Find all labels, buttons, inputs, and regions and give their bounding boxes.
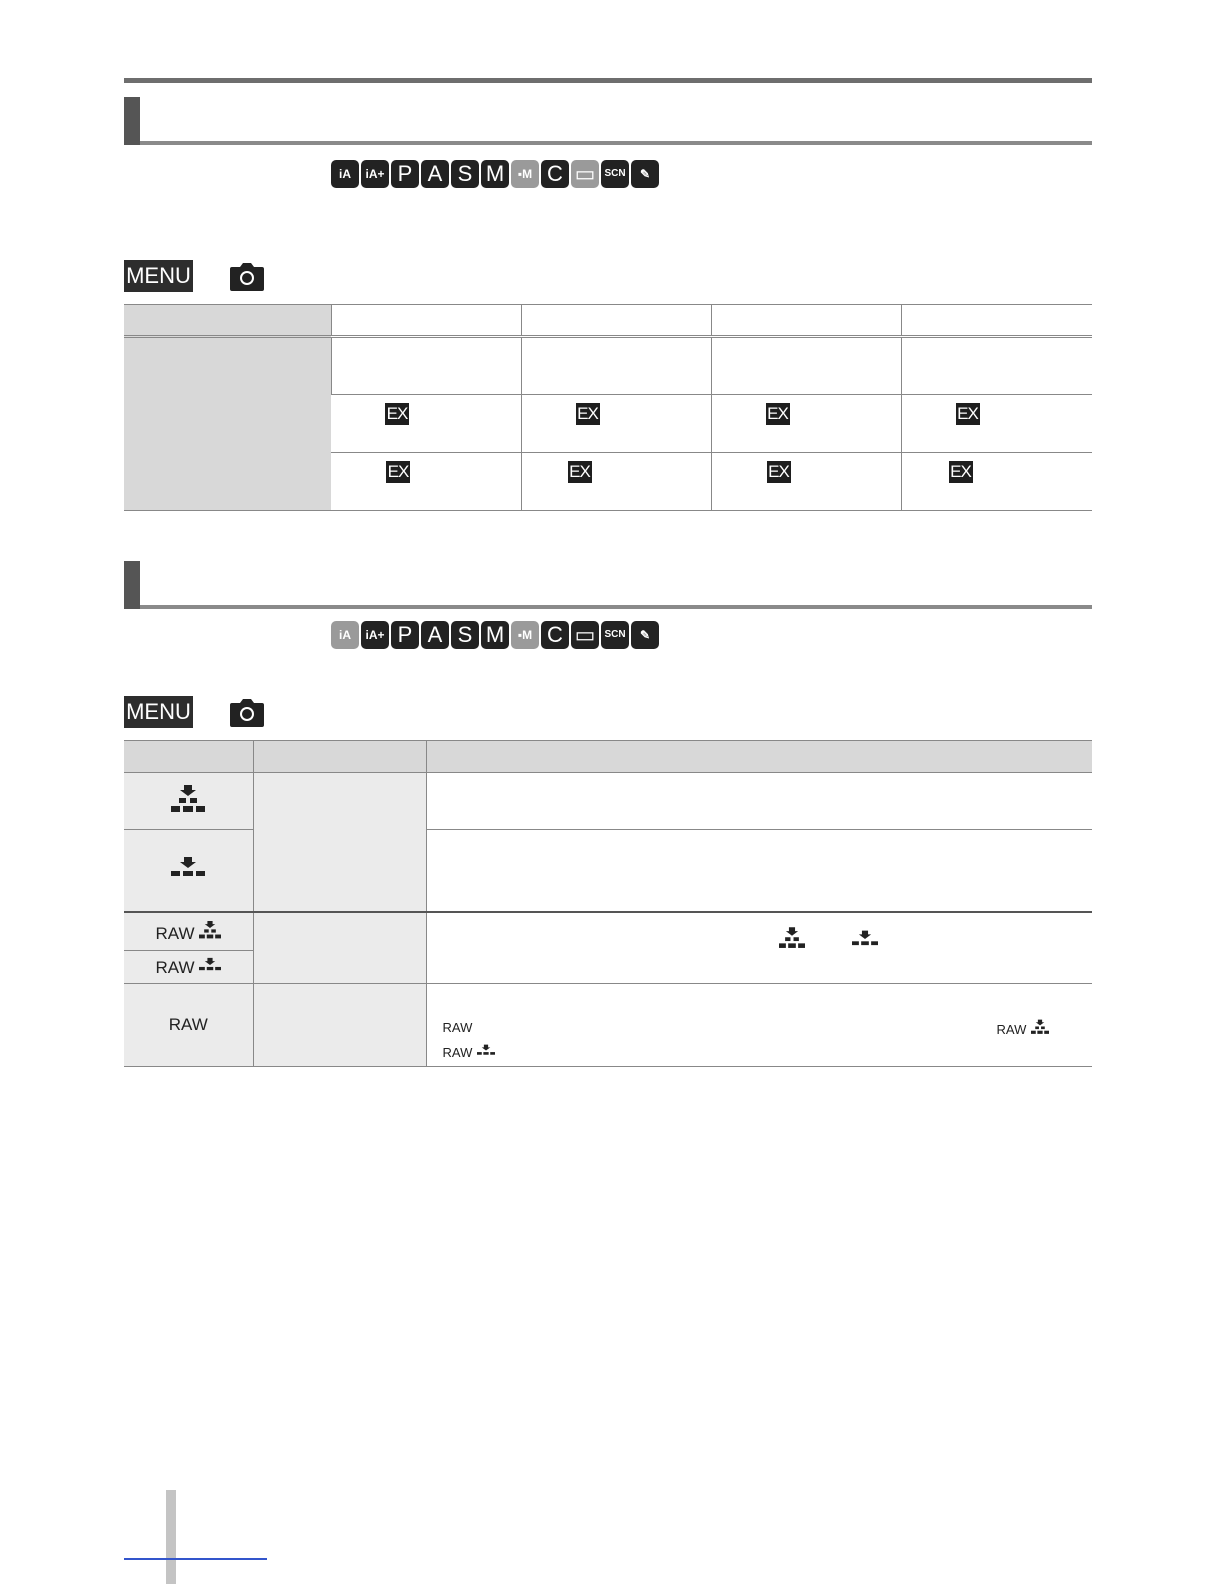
section-header-1: [124, 97, 1092, 145]
header-cell: [253, 741, 426, 773]
header-cell: [124, 305, 331, 337]
raw-standard-cell: [124, 951, 253, 984]
table-cell: [253, 912, 426, 984]
c-mode-icon: C: [541, 621, 569, 649]
m-mode-icon: M: [481, 621, 509, 649]
table-cell: [901, 453, 1092, 511]
fine-quality-icon: [199, 918, 221, 942]
page-link-underline[interactable]: [124, 1558, 267, 1560]
fine-quality-icon: [779, 927, 805, 949]
table-cell: [331, 453, 521, 511]
table-cell: [711, 395, 901, 453]
menu-icon: MENU: [124, 260, 193, 292]
raw-label: RAW: [155, 924, 195, 944]
a-mode-icon: A: [421, 621, 449, 649]
section-underline: [140, 605, 1092, 609]
quality-table: [124, 740, 1092, 1067]
creative-video-mode-icon: ▪M: [511, 621, 539, 649]
ex-icon: EX: [386, 404, 408, 423]
table-cell: [426, 830, 1092, 912]
a-mode-icon: A: [421, 160, 449, 188]
s-mode-icon: S: [451, 160, 479, 188]
table-cell: [901, 395, 1092, 453]
raw-label: RAW: [155, 958, 195, 977]
raw-inline-label: RAW: [442, 1020, 473, 1035]
raw-only-description-cell: [426, 984, 1092, 1067]
creative-video-mode-icon: ▪M: [511, 160, 539, 188]
table-cell: [253, 773, 426, 912]
table-header-row: [124, 741, 1092, 773]
standard-quality-icon: [171, 857, 205, 879]
page-side-bar: [166, 1490, 176, 1584]
row-label-cell: [124, 337, 331, 511]
standard-cell: [124, 830, 253, 912]
table-cell: [331, 337, 521, 395]
menu-icon: MENU: [124, 696, 193, 728]
table-row: [124, 984, 1092, 1067]
p-mode-icon: P: [391, 621, 419, 649]
section-header-2: [124, 561, 1092, 609]
fine-quality-icon: [171, 785, 205, 813]
scn-mode-icon: SCN: [601, 621, 629, 649]
header-cell: [426, 741, 1092, 773]
ex-icon: EX: [577, 404, 598, 423]
camera-icon: [229, 697, 265, 729]
ex-icon: EX: [768, 462, 789, 481]
raw-inline-label: RAW: [442, 1045, 473, 1060]
table-cell: [901, 337, 1092, 395]
raw-label: RAW: [168, 1015, 208, 1034]
section-marker: [124, 561, 140, 609]
creative-control-mode-icon: ✎: [631, 160, 659, 188]
standard-quality-icon: [852, 930, 878, 948]
table-cell: [521, 337, 711, 395]
table-row: [124, 773, 1092, 830]
ia-mode-icon: iA: [331, 160, 359, 188]
scn-mode-icon: SCN: [601, 160, 629, 188]
ia-plus-mode-icon: iA+: [361, 160, 389, 188]
ia-mode-icon: iA: [331, 621, 359, 649]
header-cell: [331, 305, 521, 337]
size-table: [124, 304, 1092, 511]
table-cell: [331, 395, 521, 453]
ex-icon: EX: [569, 462, 590, 481]
header-cell: [901, 305, 1092, 337]
table-cell: [711, 337, 901, 395]
creative-control-mode-icon: ✎: [631, 621, 659, 649]
ex-icon: EX: [767, 404, 788, 423]
fine-cell: [124, 773, 253, 830]
table-row: [124, 912, 1092, 951]
p-mode-icon: P: [391, 160, 419, 188]
raw-cell: [124, 984, 253, 1067]
section-underline: [140, 141, 1092, 145]
mode-icons-1: [331, 160, 659, 188]
table-cell: [521, 453, 711, 511]
standard-quality-icon: [199, 956, 221, 974]
table-row: [124, 337, 1092, 395]
fine-quality-icon: [1031, 1018, 1049, 1036]
section-marker: [124, 97, 140, 145]
raw-fine-cell: [124, 912, 253, 951]
panorama-mode-icon: ▭: [571, 621, 599, 649]
camera-icon: [229, 261, 265, 293]
header-cell: [124, 741, 253, 773]
table-cell: [253, 984, 426, 1067]
raw-inline-label: RAW: [996, 1022, 1027, 1037]
ia-plus-mode-icon: iA+: [361, 621, 389, 649]
header-cell: [521, 305, 711, 337]
panorama-mode-icon: ▭: [571, 160, 599, 188]
header-cell: [711, 305, 901, 337]
raw-standard-inline: [443, 1044, 495, 1062]
m-mode-icon: M: [481, 160, 509, 188]
mode-icons-2: [331, 621, 659, 649]
table-cell: [426, 773, 1092, 830]
s-mode-icon: S: [451, 621, 479, 649]
raw-description-cell: [426, 912, 1092, 984]
standard-quality-icon: [477, 1044, 495, 1057]
raw-fine-inline: [997, 1018, 1049, 1039]
table-cell: [521, 395, 711, 453]
top-rule: [124, 78, 1092, 83]
c-mode-icon: C: [541, 160, 569, 188]
ex-icon: EX: [387, 462, 409, 481]
ex-icon: EX: [950, 462, 971, 481]
table-cell: [711, 453, 901, 511]
ex-icon: EX: [957, 404, 978, 423]
table-header-row: [124, 305, 1092, 337]
